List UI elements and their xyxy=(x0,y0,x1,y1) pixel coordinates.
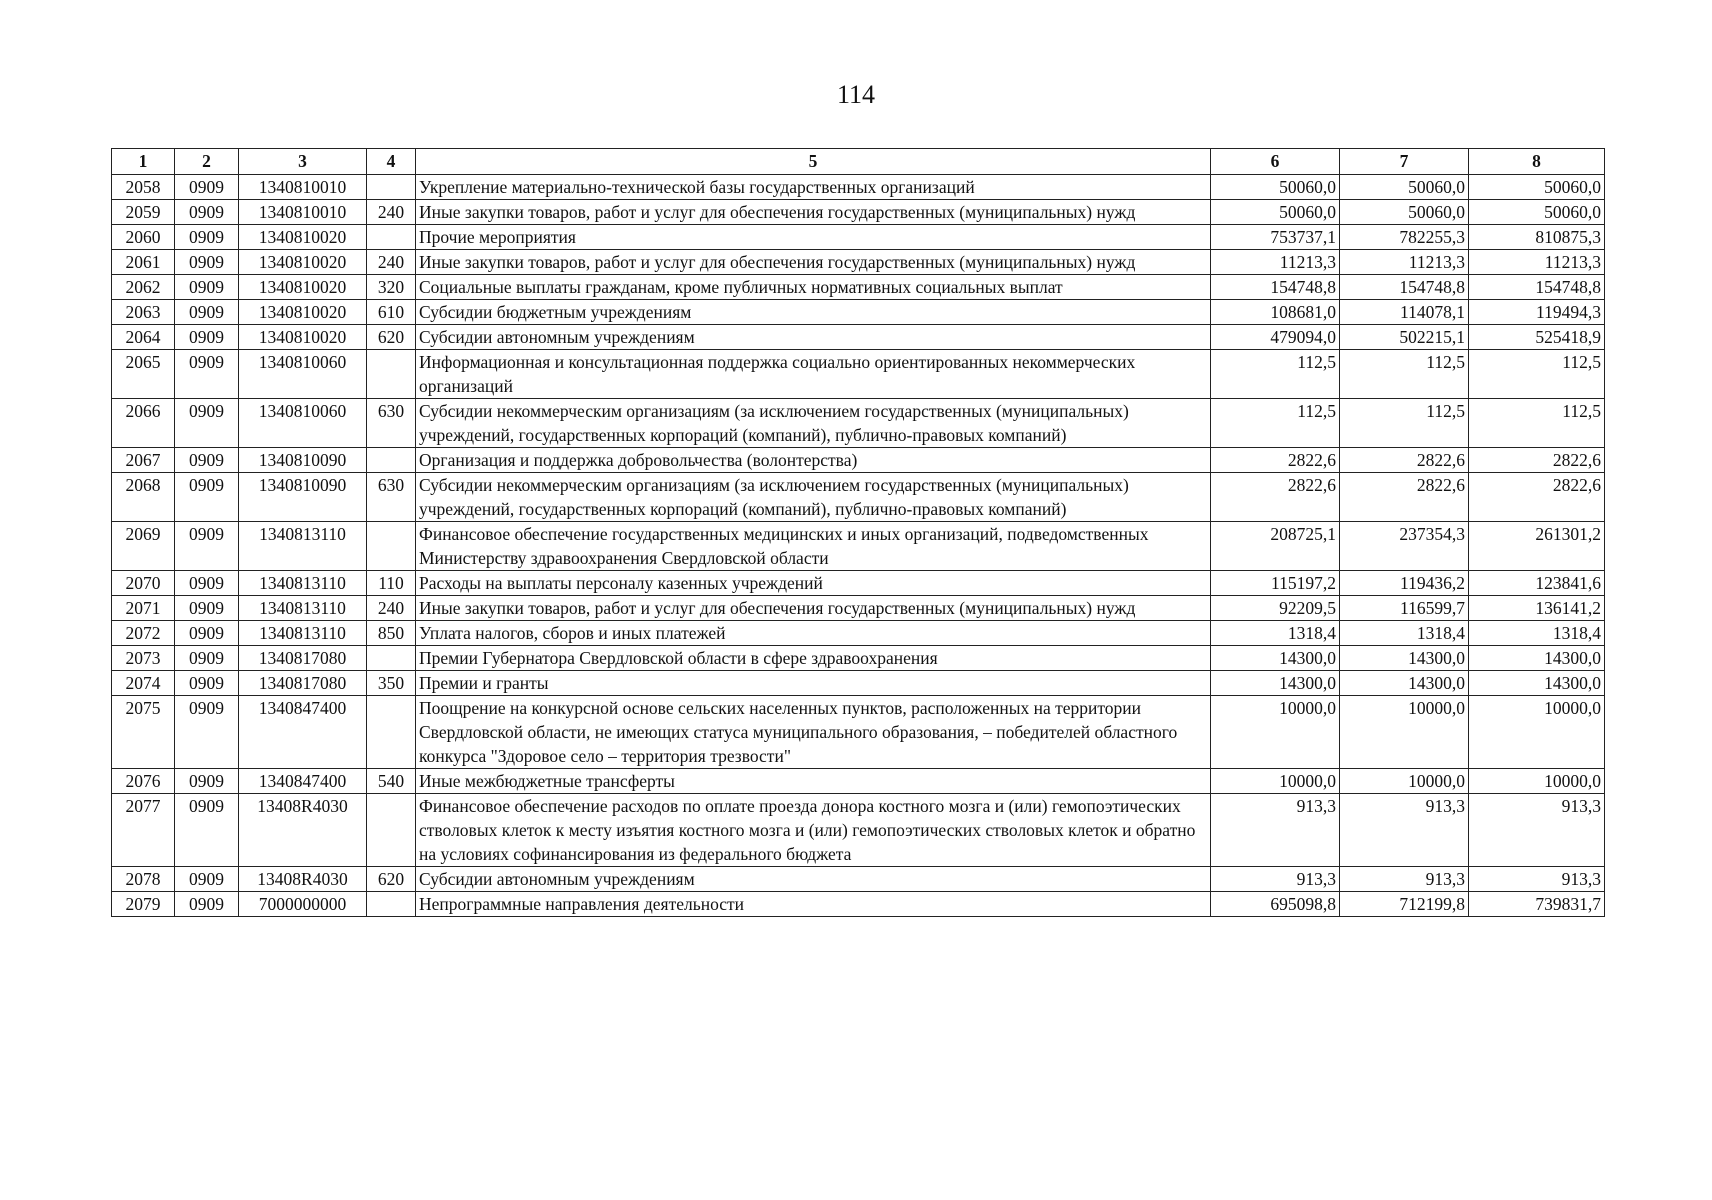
section-code-cell: 0909 xyxy=(175,646,239,671)
amount-col7-cell: 712199,8 xyxy=(1340,892,1469,917)
amount-col7-cell: 10000,0 xyxy=(1340,696,1469,769)
table-row xyxy=(112,646,1605,671)
row-number-cell: 2062 xyxy=(112,275,175,300)
row-number-cell: 2071 xyxy=(112,596,175,621)
row-number-cell: 2058 xyxy=(112,175,175,200)
row-number-cell: 2079 xyxy=(112,892,175,917)
expense-type-cell xyxy=(367,350,416,399)
amount-col8-cell: 50060,0 xyxy=(1469,175,1605,200)
expense-type-cell: 350 xyxy=(367,671,416,696)
expense-type-cell xyxy=(367,794,416,867)
table-row xyxy=(112,867,1605,892)
amount-col8-cell: 14300,0 xyxy=(1469,671,1605,696)
table-row xyxy=(112,250,1605,275)
row-number-cell: 2064 xyxy=(112,325,175,350)
expense-type-cell: 540 xyxy=(367,769,416,794)
table-row xyxy=(112,522,1605,571)
amount-col6-cell: 112,5 xyxy=(1211,350,1340,399)
section-code-cell: 0909 xyxy=(175,325,239,350)
amount-col7-cell: 11213,3 xyxy=(1340,250,1469,275)
amount-col7-cell: 112,5 xyxy=(1340,399,1469,448)
section-code-cell: 0909 xyxy=(175,621,239,646)
target-article-cell: 1340810020 xyxy=(239,325,367,350)
description-cell: Финансовое обеспечение расходов по оплате проезда донора костного мозга и (или) гемопоэтических стволовых клеток к месту изъятия костного мозга и (или) гемопоэтических стволовых клеток и обратно на условиях софинансирования из федерального бюджета xyxy=(416,794,1211,867)
target-article-cell: 1340813110 xyxy=(239,571,367,596)
amount-col7-cell: 116599,7 xyxy=(1340,596,1469,621)
amount-col7-cell: 913,3 xyxy=(1340,867,1469,892)
description-cell: Субсидии некоммерческим организациям (за исключением государственных (муниципальных) учреждений, государственных корпораций (компаний), публично-правовых компаний) xyxy=(416,473,1211,522)
amount-col8-cell: 525418,9 xyxy=(1469,325,1605,350)
table-row xyxy=(112,325,1605,350)
expense-type-cell xyxy=(367,175,416,200)
expense-type-cell: 240 xyxy=(367,250,416,275)
section-code-cell: 0909 xyxy=(175,448,239,473)
column-header: 1 xyxy=(112,149,175,175)
table-row xyxy=(112,571,1605,596)
expense-type-cell: 240 xyxy=(367,596,416,621)
row-number-cell: 2063 xyxy=(112,300,175,325)
amount-col8-cell: 123841,6 xyxy=(1469,571,1605,596)
amount-col8-cell: 1318,4 xyxy=(1469,621,1605,646)
table-row xyxy=(112,399,1605,448)
row-number-cell: 2067 xyxy=(112,448,175,473)
column-header: 8 xyxy=(1469,149,1605,175)
amount-col8-cell: 810875,3 xyxy=(1469,225,1605,250)
row-number-cell: 2070 xyxy=(112,571,175,596)
expense-type-cell xyxy=(367,225,416,250)
amount-col6-cell: 50060,0 xyxy=(1211,200,1340,225)
amount-col8-cell: 112,5 xyxy=(1469,399,1605,448)
expense-type-cell xyxy=(367,448,416,473)
amount-col6-cell: 2822,6 xyxy=(1211,473,1340,522)
description-cell: Информационная и консультационная поддержка социально ориентированных некоммерческих организаций xyxy=(416,350,1211,399)
amount-col8-cell: 136141,2 xyxy=(1469,596,1605,621)
description-cell: Иные закупки товаров, работ и услуг для обеспечения государственных (муниципальных) нужд xyxy=(416,250,1211,275)
description-cell: Иные межбюджетные трансферты xyxy=(416,769,1211,794)
table-row xyxy=(112,769,1605,794)
page-number: 114 xyxy=(836,80,876,109)
table-row xyxy=(112,225,1605,250)
description-cell: Организация и поддержка добровольчества (волонтерства) xyxy=(416,448,1211,473)
expense-type-cell xyxy=(367,522,416,571)
section-code-cell: 0909 xyxy=(175,200,239,225)
amount-col8-cell: 14300,0 xyxy=(1469,646,1605,671)
amount-col8-cell: 913,3 xyxy=(1469,794,1605,867)
description-cell: Субсидии бюджетным учреждениям xyxy=(416,300,1211,325)
amount-col7-cell: 1318,4 xyxy=(1340,621,1469,646)
target-article-cell: 1340810010 xyxy=(239,200,367,225)
amount-col7-cell: 14300,0 xyxy=(1340,671,1469,696)
amount-col7-cell: 154748,8 xyxy=(1340,275,1469,300)
row-number-cell: 2072 xyxy=(112,621,175,646)
section-code-cell: 0909 xyxy=(175,275,239,300)
section-code-cell: 0909 xyxy=(175,473,239,522)
amount-col8-cell: 11213,3 xyxy=(1469,250,1605,275)
expense-type-cell: 110 xyxy=(367,571,416,596)
amount-col7-cell: 50060,0 xyxy=(1340,175,1469,200)
amount-col7-cell: 782255,3 xyxy=(1340,225,1469,250)
target-article-cell: 1340817080 xyxy=(239,671,367,696)
target-article-cell: 7000000000 xyxy=(239,892,367,917)
description-cell: Поощрение на конкурсной основе сельских населенных пунктов, расположенных на территории Свердловской области, не имеющих статуса муниципального образования, – победителей областного конкурса "Здоровое село – территория трезвости" xyxy=(416,696,1211,769)
section-code-cell: 0909 xyxy=(175,350,239,399)
amount-col6-cell: 108681,0 xyxy=(1211,300,1340,325)
budget-table xyxy=(111,148,1605,917)
amount-col8-cell: 913,3 xyxy=(1469,867,1605,892)
section-code-cell: 0909 xyxy=(175,892,239,917)
target-article-cell: 1340813110 xyxy=(239,522,367,571)
column-header: 6 xyxy=(1211,149,1340,175)
description-cell: Иные закупки товаров, работ и услуг для обеспечения государственных (муниципальных) нужд xyxy=(416,596,1211,621)
column-header: 2 xyxy=(175,149,239,175)
target-article-cell: 1340847400 xyxy=(239,769,367,794)
section-code-cell: 0909 xyxy=(175,225,239,250)
amount-col6-cell: 10000,0 xyxy=(1211,769,1340,794)
target-article-cell: 1340813110 xyxy=(239,621,367,646)
expense-type-cell: 320 xyxy=(367,275,416,300)
amount-col8-cell: 112,5 xyxy=(1469,350,1605,399)
table-header-row xyxy=(112,149,1605,175)
table-row xyxy=(112,275,1605,300)
row-number-cell: 2078 xyxy=(112,867,175,892)
description-cell: Укрепление материально-технической базы государственных организаций xyxy=(416,175,1211,200)
expense-type-cell: 610 xyxy=(367,300,416,325)
row-number-cell: 2077 xyxy=(112,794,175,867)
description-cell: Премии и гранты xyxy=(416,671,1211,696)
target-article-cell: 1340810090 xyxy=(239,448,367,473)
row-number-cell: 2059 xyxy=(112,200,175,225)
target-article-cell: 1340810010 xyxy=(239,175,367,200)
amount-col6-cell: 753737,1 xyxy=(1211,225,1340,250)
amount-col6-cell: 1318,4 xyxy=(1211,621,1340,646)
row-number-cell: 2069 xyxy=(112,522,175,571)
target-article-cell: 1340810020 xyxy=(239,300,367,325)
amount-col7-cell: 50060,0 xyxy=(1340,200,1469,225)
amount-col6-cell: 50060,0 xyxy=(1211,175,1340,200)
target-article-cell: 13408R4030 xyxy=(239,867,367,892)
amount-col6-cell: 154748,8 xyxy=(1211,275,1340,300)
table-row xyxy=(112,448,1605,473)
table-row xyxy=(112,696,1605,769)
row-number-cell: 2066 xyxy=(112,399,175,448)
row-number-cell: 2068 xyxy=(112,473,175,522)
amount-col6-cell: 112,5 xyxy=(1211,399,1340,448)
amount-col7-cell: 119436,2 xyxy=(1340,571,1469,596)
amount-col6-cell: 14300,0 xyxy=(1211,671,1340,696)
table-row xyxy=(112,794,1605,867)
amount-col6-cell: 695098,8 xyxy=(1211,892,1340,917)
table-row xyxy=(112,621,1605,646)
expense-type-cell xyxy=(367,892,416,917)
amount-col7-cell: 2822,6 xyxy=(1340,473,1469,522)
section-code-cell: 0909 xyxy=(175,596,239,621)
description-cell: Финансовое обеспечение государственных медицинских и иных организаций, подведомственных Министерству здравоохранения Свердловской области xyxy=(416,522,1211,571)
target-article-cell: 13408R4030 xyxy=(239,794,367,867)
description-cell: Субсидии автономным учреждениям xyxy=(416,867,1211,892)
table-row xyxy=(112,671,1605,696)
description-cell: Иные закупки товаров, работ и услуг для обеспечения государственных (муниципальных) нужд xyxy=(416,200,1211,225)
section-code-cell: 0909 xyxy=(175,522,239,571)
table-row xyxy=(112,350,1605,399)
section-code-cell: 0909 xyxy=(175,769,239,794)
table-row xyxy=(112,300,1605,325)
amount-col6-cell: 14300,0 xyxy=(1211,646,1340,671)
column-header: 4 xyxy=(367,149,416,175)
section-code-cell: 0909 xyxy=(175,250,239,275)
row-number-cell: 2076 xyxy=(112,769,175,794)
target-article-cell: 1340847400 xyxy=(239,696,367,769)
section-code-cell: 0909 xyxy=(175,867,239,892)
expense-type-cell xyxy=(367,696,416,769)
amount-col6-cell: 115197,2 xyxy=(1211,571,1340,596)
table-row xyxy=(112,892,1605,917)
amount-col8-cell: 2822,6 xyxy=(1469,473,1605,522)
expense-type-cell: 630 xyxy=(367,473,416,522)
expense-type-cell: 620 xyxy=(367,867,416,892)
amount-col8-cell: 10000,0 xyxy=(1469,769,1605,794)
amount-col6-cell: 913,3 xyxy=(1211,794,1340,867)
amount-col6-cell: 10000,0 xyxy=(1211,696,1340,769)
column-header: 5 xyxy=(416,149,1211,175)
amount-col8-cell: 50060,0 xyxy=(1469,200,1605,225)
amount-col7-cell: 502215,1 xyxy=(1340,325,1469,350)
table-row xyxy=(112,596,1605,621)
expense-type-cell: 620 xyxy=(367,325,416,350)
amount-col6-cell: 2822,6 xyxy=(1211,448,1340,473)
section-code-cell: 0909 xyxy=(175,399,239,448)
column-header: 7 xyxy=(1340,149,1469,175)
expense-type-cell: 240 xyxy=(367,200,416,225)
amount-col6-cell: 479094,0 xyxy=(1211,325,1340,350)
section-code-cell: 0909 xyxy=(175,571,239,596)
amount-col6-cell: 11213,3 xyxy=(1211,250,1340,275)
section-code-cell: 0909 xyxy=(175,696,239,769)
amount-col6-cell: 913,3 xyxy=(1211,867,1340,892)
section-code-cell: 0909 xyxy=(175,671,239,696)
amount-col8-cell: 739831,7 xyxy=(1469,892,1605,917)
section-code-cell: 0909 xyxy=(175,300,239,325)
description-cell: Субсидии автономным учреждениям xyxy=(416,325,1211,350)
row-number-cell: 2065 xyxy=(112,350,175,399)
amount-col7-cell: 237354,3 xyxy=(1340,522,1469,571)
target-article-cell: 1340810020 xyxy=(239,275,367,300)
section-code-cell: 0909 xyxy=(175,794,239,867)
amount-col8-cell: 10000,0 xyxy=(1469,696,1605,769)
description-cell: Непрограммные направления деятельности xyxy=(416,892,1211,917)
amount-col7-cell: 913,3 xyxy=(1340,794,1469,867)
table-row xyxy=(112,175,1605,200)
target-article-cell: 1340810090 xyxy=(239,473,367,522)
table-row xyxy=(112,200,1605,225)
description-cell: Социальные выплаты гражданам, кроме публичных нормативных социальных выплат xyxy=(416,275,1211,300)
expense-type-cell: 630 xyxy=(367,399,416,448)
amount-col6-cell: 208725,1 xyxy=(1211,522,1340,571)
description-cell: Расходы на выплаты персоналу казенных учреждений xyxy=(416,571,1211,596)
section-code-cell: 0909 xyxy=(175,175,239,200)
target-article-cell: 1340813110 xyxy=(239,596,367,621)
row-number-cell: 2061 xyxy=(112,250,175,275)
amount-col8-cell: 154748,8 xyxy=(1469,275,1605,300)
amount-col8-cell: 261301,2 xyxy=(1469,522,1605,571)
row-number-cell: 2074 xyxy=(112,671,175,696)
row-number-cell: 2073 xyxy=(112,646,175,671)
target-article-cell: 1340810020 xyxy=(239,250,367,275)
expense-type-cell xyxy=(367,646,416,671)
description-cell: Уплата налогов, сборов и иных платежей xyxy=(416,621,1211,646)
target-article-cell: 1340810060 xyxy=(239,399,367,448)
amount-col7-cell: 112,5 xyxy=(1340,350,1469,399)
target-article-cell: 1340810060 xyxy=(239,350,367,399)
table-row xyxy=(112,473,1605,522)
target-article-cell: 1340810020 xyxy=(239,225,367,250)
amount-col8-cell: 119494,3 xyxy=(1469,300,1605,325)
table-body xyxy=(112,175,1605,917)
amount-col7-cell: 10000,0 xyxy=(1340,769,1469,794)
target-article-cell: 1340817080 xyxy=(239,646,367,671)
amount-col6-cell: 92209,5 xyxy=(1211,596,1340,621)
amount-col7-cell: 14300,0 xyxy=(1340,646,1469,671)
row-number-cell: 2060 xyxy=(112,225,175,250)
description-cell: Субсидии некоммерческим организациям (за исключением государственных (муниципальных) учреждений, государственных корпораций (компаний), публично-правовых компаний) xyxy=(416,399,1211,448)
description-cell: Прочие мероприятия xyxy=(416,225,1211,250)
amount-col7-cell: 114078,1 xyxy=(1340,300,1469,325)
row-number-cell: 2075 xyxy=(112,696,175,769)
amount-col8-cell: 2822,6 xyxy=(1469,448,1605,473)
expense-type-cell: 850 xyxy=(367,621,416,646)
amount-col7-cell: 2822,6 xyxy=(1340,448,1469,473)
description-cell: Премии Губернатора Свердловской области в сфере здравоохранения xyxy=(416,646,1211,671)
column-header: 3 xyxy=(239,149,367,175)
